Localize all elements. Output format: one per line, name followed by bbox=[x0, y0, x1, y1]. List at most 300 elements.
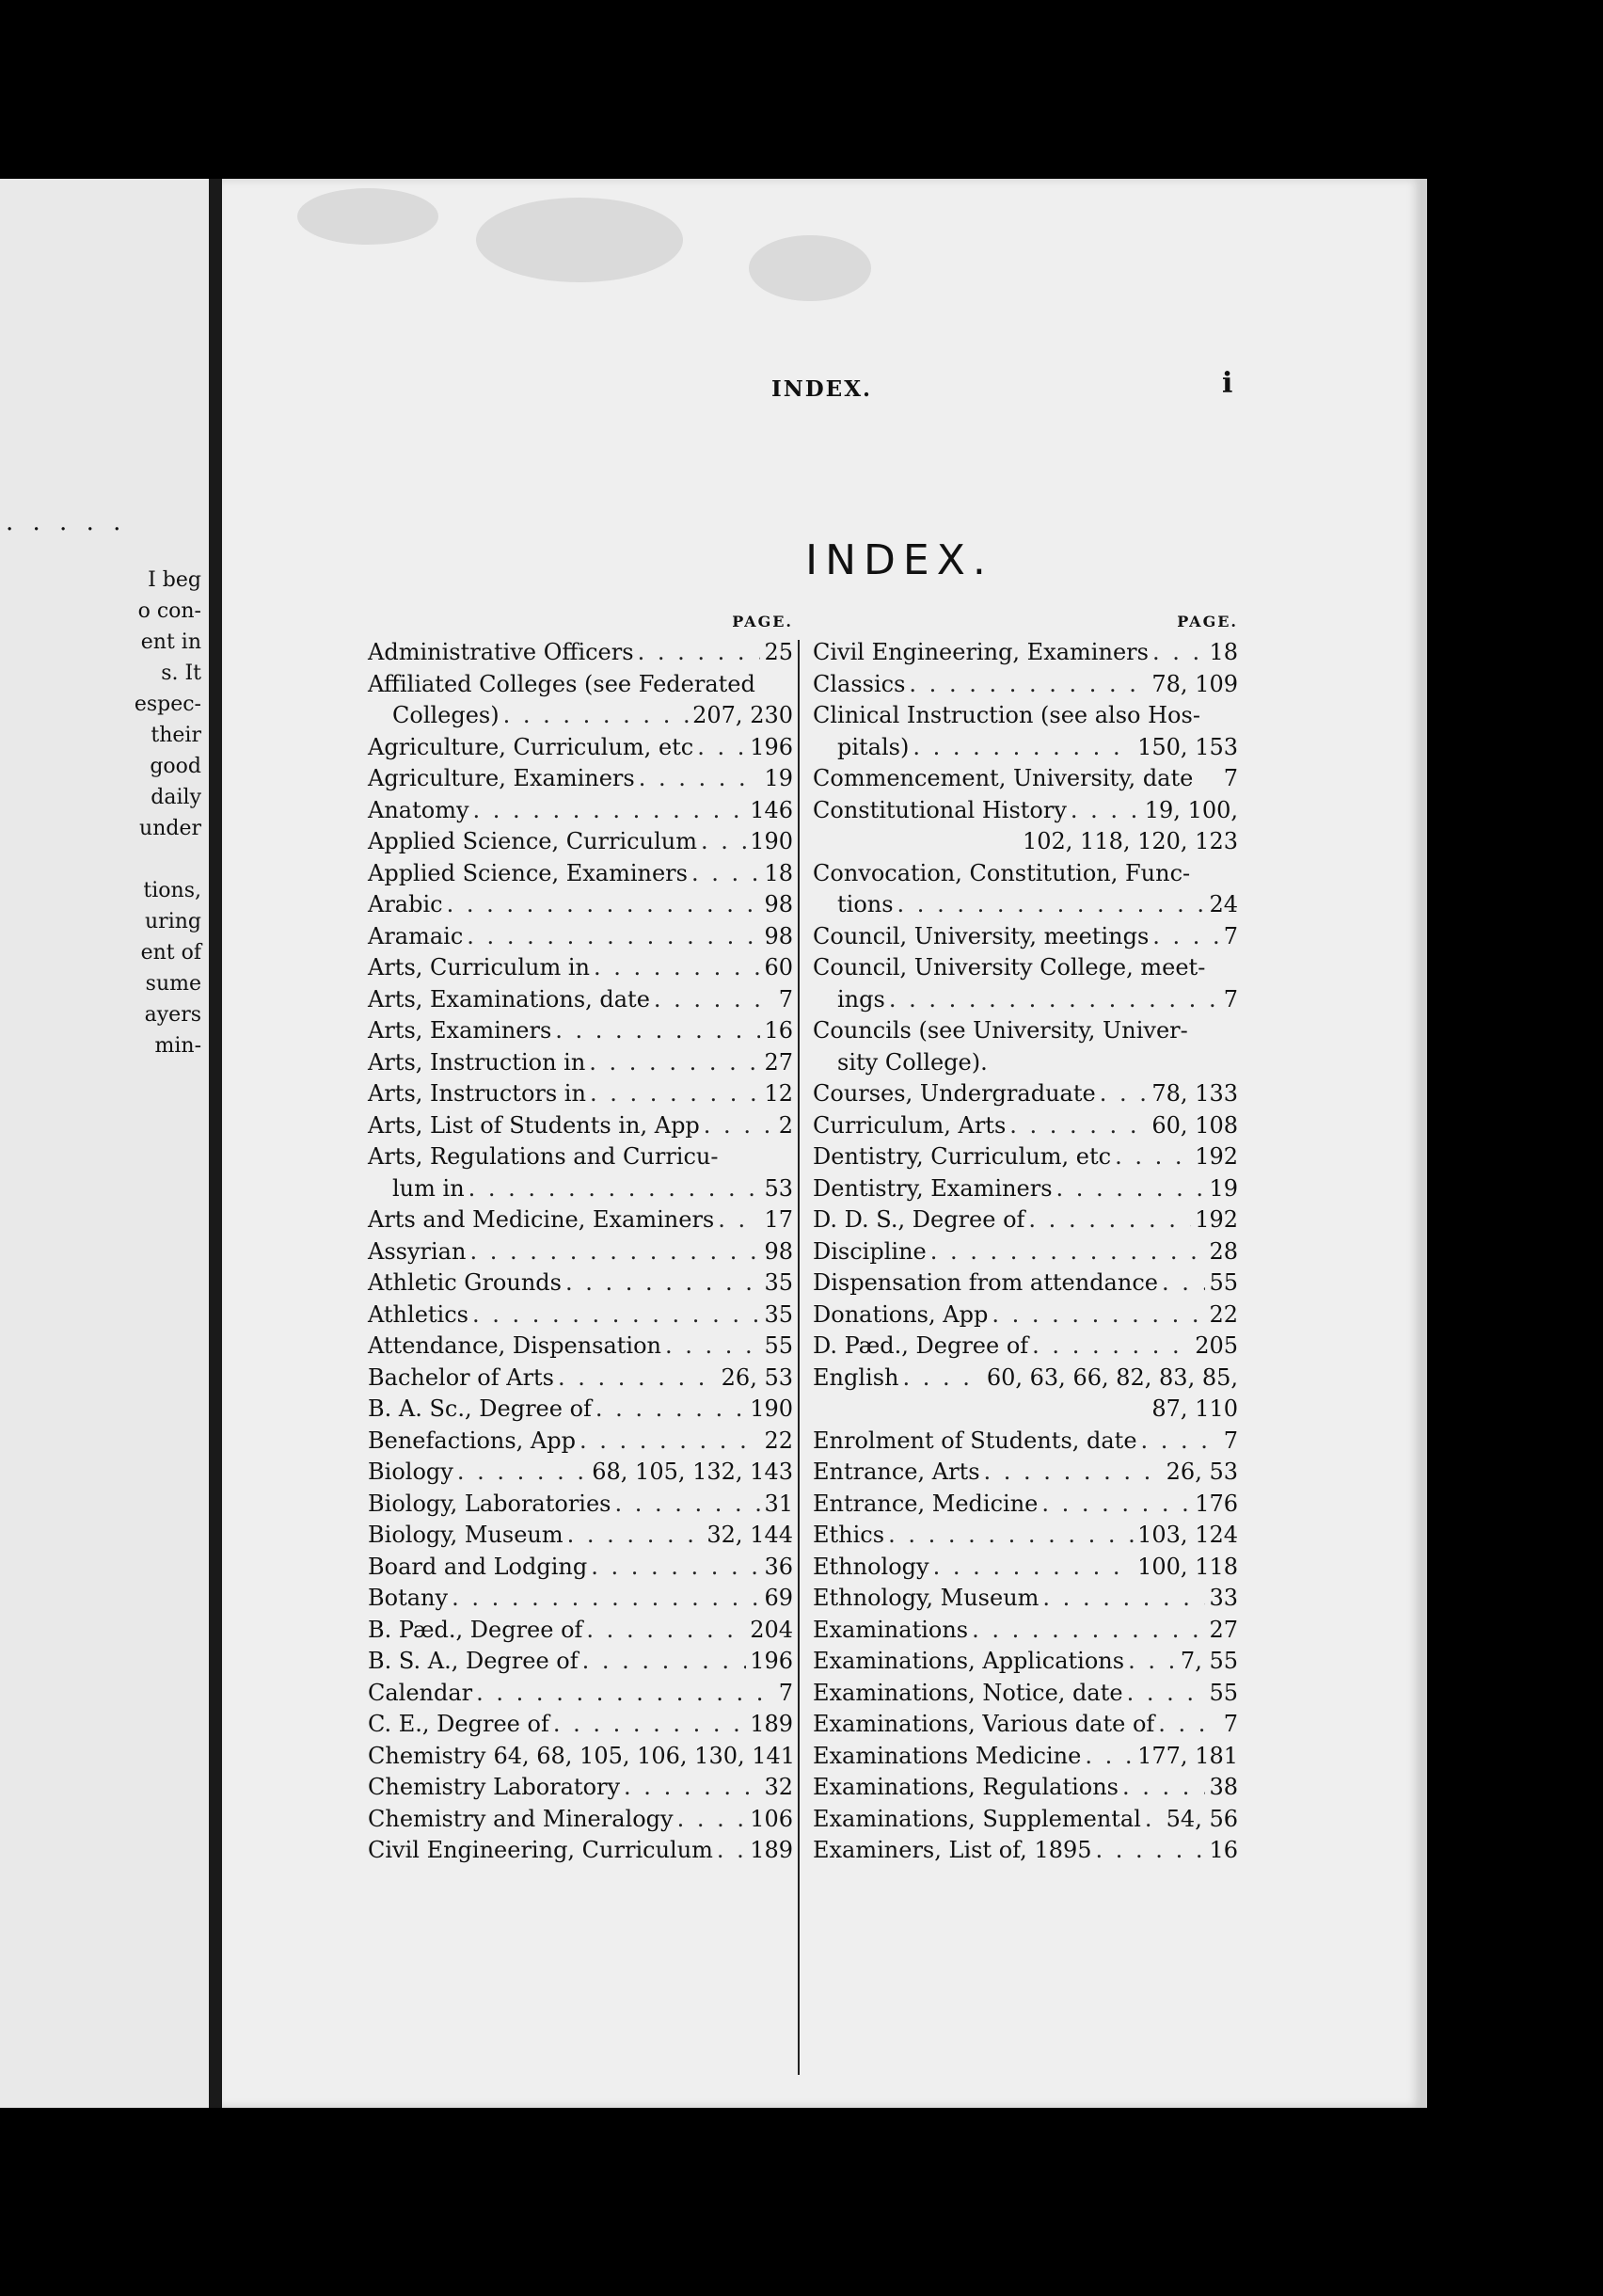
text-fragment: I beg bbox=[148, 568, 201, 592]
leader-dots bbox=[902, 1363, 982, 1395]
index-entry bbox=[813, 1331, 1238, 1363]
stain bbox=[476, 198, 683, 282]
entry-pages: 60 bbox=[764, 954, 793, 981]
index-entry bbox=[813, 700, 1238, 732]
entry-pages: 53 bbox=[764, 1174, 793, 1202]
index-entry bbox=[368, 889, 793, 921]
leader-dots bbox=[930, 1236, 1206, 1268]
index-entry bbox=[368, 858, 793, 890]
index-entry bbox=[368, 763, 793, 795]
entry-label: lum in bbox=[392, 1174, 465, 1202]
index-entry bbox=[813, 1426, 1238, 1458]
index-entry-list bbox=[813, 637, 1238, 1867]
entry-pages: 150, 153 bbox=[1137, 733, 1238, 760]
entry-label: B. S. A., Degree of bbox=[368, 1648, 579, 1674]
index-entry bbox=[368, 1394, 793, 1426]
entry-pages: 36 bbox=[764, 1553, 793, 1580]
entry-label: Aramaic bbox=[368, 922, 464, 949]
entry-label: Biology, Laboratories bbox=[368, 1490, 611, 1517]
leader-dots bbox=[558, 1363, 718, 1395]
index-entry bbox=[813, 1204, 1238, 1236]
entry-pages: 19, 100, bbox=[1144, 796, 1238, 823]
index-entry bbox=[368, 669, 793, 701]
entry-pages: 32, 144 bbox=[706, 1522, 793, 1548]
entry-label: Athletics bbox=[368, 1300, 468, 1328]
entry-pages: 146 bbox=[750, 796, 793, 823]
entry-label: D. D. S., Degree of bbox=[813, 1206, 1025, 1233]
entry-pages: 60, 108 bbox=[1151, 1111, 1238, 1139]
leader-dots bbox=[1032, 1331, 1191, 1363]
index-entry bbox=[813, 763, 1238, 795]
leader-dots bbox=[1100, 1078, 1149, 1110]
index-entry bbox=[368, 1772, 793, 1804]
entry-label: Chemistry bbox=[368, 1742, 486, 1769]
index-entry bbox=[813, 1615, 1238, 1647]
index-entry bbox=[368, 1678, 793, 1710]
entry-pages: 7 bbox=[1223, 922, 1238, 949]
index-entry bbox=[368, 637, 793, 669]
index-entry bbox=[368, 1110, 793, 1142]
column-divider bbox=[798, 640, 800, 2075]
entry-pages: 25 bbox=[764, 639, 793, 665]
entry-pages: 55 bbox=[764, 1332, 793, 1359]
index-entry bbox=[813, 1015, 1238, 1047]
text-fragment: sume bbox=[145, 972, 201, 996]
entry-pages: 196 bbox=[750, 1648, 793, 1674]
leader-dots bbox=[467, 921, 760, 953]
index-entry bbox=[368, 1331, 793, 1363]
index-entry bbox=[813, 1268, 1238, 1299]
text-fragment: o con- bbox=[137, 599, 201, 623]
page-column-label: PAGE. bbox=[732, 613, 793, 630]
entry-label: Civil Engineering, Examiners bbox=[813, 639, 1149, 665]
leader-dots bbox=[468, 1173, 761, 1205]
index-entry bbox=[813, 1363, 1238, 1395]
entry-pages: 78, 133 bbox=[1151, 1080, 1238, 1107]
entry-label: Examiners, List of, 1895 bbox=[813, 1837, 1092, 1863]
entry-label: English bbox=[813, 1363, 899, 1391]
leader-dots bbox=[1056, 1173, 1206, 1205]
index-entry bbox=[813, 1520, 1238, 1552]
entry-label: Clinical Instruction (see also Hos- bbox=[813, 702, 1200, 728]
entry-label: Civil Engineering, Curriculum bbox=[368, 1837, 713, 1863]
entry-pages: 31 bbox=[764, 1490, 793, 1517]
entry-pages: 12 bbox=[764, 1080, 793, 1107]
entry-pages: 78, 109 bbox=[1151, 670, 1238, 697]
leader-dots bbox=[913, 732, 1134, 764]
text-fragment: s. It bbox=[161, 662, 201, 685]
page-title: INDEX. bbox=[805, 536, 993, 584]
index-entry bbox=[368, 826, 793, 858]
leader-dots bbox=[1152, 637, 1206, 669]
leader-dots bbox=[701, 826, 746, 858]
entry-label: D. Pæd., Degree of bbox=[813, 1332, 1029, 1359]
leader-dots bbox=[1041, 1489, 1191, 1521]
entry-pages: 192 bbox=[1195, 1143, 1238, 1170]
index-entry bbox=[813, 1173, 1238, 1205]
index-entry bbox=[813, 1678, 1238, 1710]
entry-pages: 7 bbox=[1223, 765, 1238, 791]
leader-dots bbox=[452, 1583, 760, 1615]
entry-pages: 189 bbox=[750, 1837, 793, 1863]
index-entry bbox=[368, 1204, 793, 1236]
entry-pages: 35 bbox=[764, 1269, 793, 1296]
entry-pages: 103, 124 bbox=[1137, 1522, 1238, 1548]
index-entry bbox=[368, 1709, 793, 1741]
index-entry bbox=[813, 1047, 1238, 1079]
index-entry bbox=[368, 1173, 793, 1205]
entry-pages: 64, 68, 105, 106, 130, 141 bbox=[493, 1742, 796, 1769]
entry-pages: 35 bbox=[764, 1300, 793, 1328]
entry-label: Examinations Medicine bbox=[813, 1742, 1082, 1769]
index-entry bbox=[368, 952, 793, 984]
leader-dots bbox=[717, 1835, 746, 1867]
entry-pages: 18 bbox=[1209, 639, 1238, 665]
index-entry bbox=[368, 1299, 793, 1331]
text-fragment: ent of bbox=[140, 941, 201, 965]
entry-pages: 19 bbox=[1209, 1174, 1238, 1202]
index-entry bbox=[368, 984, 793, 1016]
leader-dots bbox=[579, 1426, 760, 1458]
leader-dots bbox=[1127, 1678, 1206, 1710]
index-entry bbox=[813, 1141, 1238, 1173]
index-entry bbox=[813, 1110, 1238, 1142]
entry-pages: 7, 55 bbox=[1180, 1648, 1238, 1674]
entry-pages: 87, 110 bbox=[1151, 1395, 1238, 1422]
leader-dots bbox=[704, 1110, 775, 1142]
leader-dots bbox=[565, 1268, 760, 1299]
entry-label: Benefactions, App bbox=[368, 1427, 576, 1454]
entry-label: Chemistry Laboratory bbox=[368, 1774, 621, 1800]
entry-pages: 55 bbox=[1209, 1679, 1238, 1706]
entry-label: Applied Science, Curriculum bbox=[368, 828, 697, 854]
page-column-label: PAGE. bbox=[1177, 613, 1238, 630]
entry-label: B. A. Sc., Degree of bbox=[368, 1395, 592, 1422]
index-entry bbox=[813, 1772, 1238, 1804]
leader-dots bbox=[1028, 1204, 1191, 1236]
leader-dots bbox=[691, 858, 760, 890]
entry-pages: 60, 63, 66, 82, 83, 85, bbox=[986, 1363, 1238, 1391]
leader-dots bbox=[933, 1552, 1135, 1584]
text-fragment: under bbox=[139, 817, 201, 840]
entry-label: Examinations, Regulations bbox=[813, 1774, 1119, 1800]
entry-label: Commencement, University, date bbox=[813, 765, 1194, 791]
page-edge bbox=[1421, 179, 1427, 2108]
index-page bbox=[222, 179, 1421, 2108]
entry-pages: 98 bbox=[764, 891, 793, 917]
entry-label: Entrance, Arts bbox=[813, 1459, 980, 1485]
index-entry bbox=[368, 1804, 793, 1836]
leader-dots bbox=[1085, 1741, 1134, 1773]
leader-dots bbox=[1122, 1772, 1205, 1804]
leader-dots bbox=[697, 732, 746, 764]
entry-label: Courses, Undergraduate bbox=[813, 1080, 1096, 1107]
entry-label: Athletic Grounds bbox=[368, 1269, 562, 1296]
leader-dots bbox=[1071, 795, 1141, 827]
index-entry bbox=[813, 1552, 1238, 1584]
entry-pages: 7 bbox=[1223, 985, 1238, 1012]
index-entry bbox=[368, 1552, 793, 1584]
entry-pages: 16 bbox=[1209, 1837, 1238, 1863]
index-entry bbox=[368, 1646, 793, 1678]
index-entry bbox=[368, 795, 793, 827]
entry-label: Examinations, Various date of bbox=[813, 1711, 1155, 1737]
entry-label: Affiliated Colleges (see Federated bbox=[368, 670, 755, 697]
entry-label: Curriculum, Arts bbox=[813, 1111, 1007, 1139]
text-fragment: min- bbox=[154, 1034, 201, 1058]
entry-pages: 27 bbox=[764, 1048, 793, 1076]
leader-dots bbox=[457, 1457, 588, 1489]
entry-pages: 32 bbox=[764, 1774, 793, 1800]
text-fragment: their bbox=[151, 724, 201, 747]
index-entry bbox=[813, 858, 1238, 890]
entry-pages: 7 bbox=[1223, 1711, 1238, 1737]
index-entry bbox=[813, 1741, 1238, 1773]
entry-pages: 207, 230 bbox=[692, 702, 793, 728]
index-entry bbox=[813, 1583, 1238, 1615]
index-entry bbox=[813, 1394, 1238, 1426]
entry-label: Entrance, Medicine bbox=[813, 1490, 1039, 1517]
index-column-right bbox=[813, 607, 1238, 1867]
entry-label: Convocation, Constitution, Func- bbox=[813, 859, 1191, 886]
text-fragment: good bbox=[150, 755, 201, 778]
index-entry bbox=[813, 1804, 1238, 1836]
entry-label: Council, University, meetings bbox=[813, 922, 1150, 949]
entry-label: Administrative Officers bbox=[368, 639, 634, 665]
entry-label: Council, University College, meet- bbox=[813, 954, 1206, 981]
index-entry bbox=[368, 1047, 793, 1079]
leader-dots bbox=[897, 889, 1206, 921]
entry-label: tions bbox=[837, 891, 894, 917]
text-fragment: tions, bbox=[143, 879, 201, 902]
entry-pages: 28 bbox=[1209, 1237, 1238, 1265]
leader-dots bbox=[1009, 1110, 1148, 1142]
index-entry bbox=[368, 1141, 793, 1173]
leader-dots bbox=[472, 1299, 760, 1331]
index-entry bbox=[368, 1615, 793, 1647]
entry-pages: 190 bbox=[750, 828, 793, 854]
index-entry bbox=[813, 1078, 1238, 1110]
entry-label: Calendar bbox=[368, 1679, 473, 1706]
entry-pages: 205 bbox=[1195, 1332, 1238, 1359]
leader-dots bbox=[889, 984, 1220, 1016]
entry-label: Dispensation from attendance bbox=[813, 1269, 1158, 1296]
index-entry bbox=[813, 1835, 1238, 1867]
index-entry bbox=[368, 1236, 793, 1268]
entry-pages: 102, 118, 120, 123 bbox=[1022, 828, 1238, 854]
text-fragment: espec- bbox=[134, 693, 201, 716]
leader-dots bbox=[555, 1015, 760, 1047]
text-fragment: ayers bbox=[144, 1003, 201, 1027]
stain bbox=[297, 188, 438, 245]
index-entry bbox=[813, 952, 1238, 984]
entry-pages: 19 bbox=[764, 765, 793, 791]
entry-label: Ethics bbox=[813, 1522, 885, 1548]
index-entry bbox=[368, 1426, 793, 1458]
entry-label: Arts, Instructors in bbox=[368, 1080, 586, 1107]
leader-dots bbox=[614, 1489, 760, 1521]
entry-pages: 68, 105, 132, 143 bbox=[592, 1459, 793, 1485]
leader-dots bbox=[888, 1520, 1134, 1552]
leader-dots: . . . . . bbox=[6, 508, 127, 536]
index-entry bbox=[368, 1268, 793, 1299]
index-entry bbox=[368, 1520, 793, 1552]
entry-label: Arts and Medicine, Examiners bbox=[368, 1206, 715, 1233]
entry-pages: 98 bbox=[764, 922, 793, 949]
entry-label: Classics bbox=[813, 670, 906, 697]
entry-pages: 22 bbox=[1209, 1300, 1238, 1328]
entry-label: Examinations, Supplemental bbox=[813, 1805, 1141, 1832]
leader-dots bbox=[582, 1646, 747, 1678]
entry-pages: 54, 56 bbox=[1166, 1805, 1238, 1832]
text-fragment: uring bbox=[145, 910, 201, 933]
entry-label: Attendance, Dispensation bbox=[368, 1332, 661, 1359]
index-entry bbox=[368, 1583, 793, 1615]
entry-label: Board and Lodging bbox=[368, 1553, 588, 1580]
entry-pages: 7 bbox=[778, 985, 793, 1012]
entry-label: Agriculture, Curriculum, etc bbox=[368, 733, 694, 760]
entry-pages: 98 bbox=[764, 1237, 793, 1265]
leader-dots bbox=[909, 669, 1148, 701]
index-entry bbox=[368, 1835, 793, 1867]
entry-label: Applied Science, Examiners bbox=[368, 859, 688, 886]
leader-dots bbox=[1158, 1709, 1219, 1741]
entry-pages: 192 bbox=[1195, 1206, 1238, 1233]
entry-label: Discipline bbox=[813, 1237, 927, 1265]
entry-label: Dentistry, Examiners bbox=[813, 1174, 1053, 1202]
entry-label: Bachelor of Arts bbox=[368, 1363, 554, 1391]
index-entry bbox=[368, 732, 793, 764]
entry-label: Assyrian bbox=[368, 1237, 467, 1265]
entry-label: Agriculture, Examiners bbox=[368, 765, 635, 791]
entry-label: Examinations, Applications bbox=[813, 1648, 1125, 1674]
index-entry-list bbox=[368, 637, 796, 1867]
leader-dots bbox=[1115, 1141, 1191, 1173]
leader-dots bbox=[591, 1552, 760, 1584]
index-entry bbox=[813, 795, 1238, 827]
entry-pages: 106 bbox=[750, 1805, 793, 1832]
entry-pages: 7 bbox=[778, 1679, 793, 1706]
index-entry bbox=[813, 984, 1238, 1016]
entry-pages: 26, 53 bbox=[721, 1363, 793, 1391]
index-entry bbox=[813, 669, 1238, 701]
index-entry bbox=[368, 1078, 793, 1110]
text-fragment: daily bbox=[151, 786, 201, 809]
running-head: INDEX. bbox=[770, 376, 873, 402]
entry-label: Anatomy bbox=[368, 796, 469, 823]
book-gutter bbox=[209, 179, 222, 2108]
index-entry bbox=[813, 1646, 1238, 1678]
index-column-left bbox=[368, 607, 796, 1867]
entry-label: Donations, App bbox=[813, 1300, 989, 1328]
entry-label: Examinations, Notice, date bbox=[813, 1679, 1123, 1706]
leader-dots bbox=[638, 637, 761, 669]
entry-pages: 33 bbox=[1209, 1585, 1238, 1611]
entry-pages: 18 bbox=[764, 859, 793, 886]
entry-pages: 7 bbox=[1223, 1427, 1238, 1454]
entry-label: Ethnology bbox=[813, 1553, 929, 1580]
entry-label: Councils (see University, Univer- bbox=[813, 1017, 1188, 1044]
stain bbox=[749, 235, 871, 301]
leader-dots bbox=[624, 1772, 760, 1804]
index-entry bbox=[813, 1489, 1238, 1521]
page-number: i bbox=[1222, 367, 1233, 400]
index-entry bbox=[368, 1489, 793, 1521]
entry-label: Enrolment of Students, date bbox=[813, 1427, 1137, 1454]
index-entry bbox=[813, 1299, 1238, 1331]
entry-label: Arts, Instruction in bbox=[368, 1048, 586, 1076]
entry-pages: 17 bbox=[764, 1206, 793, 1233]
leader-dots bbox=[476, 1678, 775, 1710]
entry-label: pitals) bbox=[837, 733, 910, 760]
entry-label: B. Pæd., Degree of bbox=[368, 1616, 583, 1643]
entry-label: Arts, Regulations and Curricu- bbox=[368, 1143, 719, 1170]
leader-dots bbox=[590, 1078, 761, 1110]
entry-label: Examinations bbox=[813, 1616, 969, 1643]
leader-dots bbox=[1128, 1646, 1177, 1678]
entry-label: C. E., Degree of bbox=[368, 1711, 549, 1737]
entry-pages: 38 bbox=[1209, 1774, 1238, 1800]
leader-dots bbox=[595, 1394, 746, 1426]
leader-dots bbox=[1145, 1804, 1163, 1836]
leader-dots bbox=[639, 763, 761, 795]
leader-dots bbox=[972, 1615, 1205, 1647]
entry-pages: 22 bbox=[764, 1427, 793, 1454]
entry-label: Biology, Museum bbox=[368, 1522, 563, 1548]
index-entry bbox=[368, 1363, 793, 1395]
entry-label: sity College). bbox=[837, 1048, 988, 1076]
leader-dots bbox=[677, 1804, 747, 1836]
leader-dots bbox=[654, 984, 775, 1016]
leader-dots bbox=[665, 1331, 760, 1363]
leader-dots bbox=[447, 889, 761, 921]
entry-pages: 24 bbox=[1209, 891, 1238, 917]
index-entry bbox=[813, 1457, 1238, 1489]
entry-pages: 55 bbox=[1209, 1269, 1238, 1296]
entry-pages: 27 bbox=[1209, 1616, 1238, 1643]
index-entry bbox=[813, 826, 1238, 858]
entry-label: Chemistry and Mineralogy bbox=[368, 1805, 674, 1832]
leader-dots bbox=[1096, 1835, 1206, 1867]
index-entry bbox=[813, 1709, 1238, 1741]
text-fragment: ent in bbox=[140, 630, 201, 654]
index-entry bbox=[813, 889, 1238, 921]
entry-label: Biology bbox=[368, 1459, 453, 1485]
leader-dots bbox=[553, 1709, 746, 1741]
entry-pages: 177, 181 bbox=[1137, 1742, 1238, 1769]
entry-label: Arabic bbox=[368, 891, 443, 917]
entry-label: Constitutional History bbox=[813, 796, 1067, 823]
index-entry bbox=[813, 732, 1238, 764]
leader-dots bbox=[992, 1299, 1205, 1331]
leader-dots bbox=[984, 1457, 1163, 1489]
leader-dots bbox=[567, 1520, 704, 1552]
entry-pages: 16 bbox=[764, 1017, 793, 1044]
entry-pages: 189 bbox=[750, 1711, 793, 1737]
index-entry bbox=[368, 921, 793, 953]
entry-pages: 176 bbox=[1195, 1490, 1238, 1517]
leader-dots bbox=[1152, 921, 1219, 953]
entry-label: Botany bbox=[368, 1585, 449, 1611]
leader-dots bbox=[718, 1204, 760, 1236]
leader-dots bbox=[586, 1615, 746, 1647]
entry-label: ings bbox=[837, 985, 885, 1012]
entry-pages: 2 bbox=[778, 1111, 793, 1139]
entry-pages: 69 bbox=[764, 1585, 793, 1611]
entry-pages: 196 bbox=[750, 733, 793, 760]
entry-label: Dentistry, Curriculum, etc bbox=[813, 1143, 1112, 1170]
leader-dots bbox=[503, 700, 690, 732]
